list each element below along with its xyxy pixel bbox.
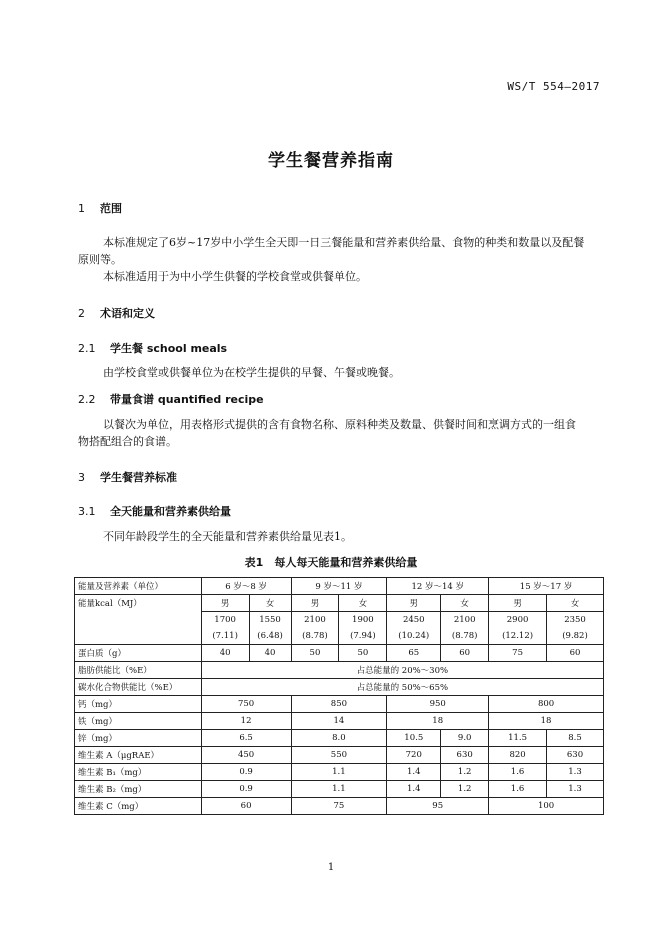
section-title: 范围: [100, 202, 122, 215]
table-row-iron: [75, 713, 604, 730]
page-number: 1: [327, 862, 335, 873]
section-title: 带量食谱 quantified recipe: [110, 393, 264, 406]
section-number: 2.2: [78, 393, 96, 406]
sex-cell: 女: [249, 595, 291, 612]
value-cell: 9.0: [441, 730, 489, 747]
paragraph: 本标准适用于为中小学生供餐的学校食堂或供餐单位。: [103, 270, 367, 283]
kcal-cell: 1700: [201, 612, 249, 629]
value-cell: 1.4: [387, 781, 441, 798]
mj-cell: (8.78): [291, 628, 339, 645]
sex-cell: 女: [547, 595, 604, 612]
kcal-cell: 2900: [489, 612, 547, 629]
table-row-vitamin-b2: [75, 781, 604, 798]
section-2-2-heading: [78, 391, 264, 407]
value-cell: 1.6: [489, 764, 547, 781]
table-row-zinc: [75, 730, 604, 747]
age-group-cell: 15 岁～17 岁: [489, 578, 604, 595]
value-cell: 820: [489, 747, 547, 764]
value-cell: 60: [547, 645, 604, 662]
mj-cell: (7.94): [339, 628, 387, 645]
table-row-calcium: [75, 696, 604, 713]
sex-cell: 女: [441, 595, 489, 612]
section-title: 全天能量和营养素供给量: [110, 505, 231, 518]
value-cell: 95: [387, 798, 489, 815]
paragraph: 以餐次为单位，用表格形式提供的含有食物名称、原料种类及数量、供餐时间和烹调方式的一组食: [103, 418, 576, 431]
section-number: 2: [78, 307, 85, 320]
value-cell: 1.1: [291, 764, 387, 781]
row-label: 碳水化合物供能比（%E）: [75, 679, 202, 696]
value-cell: 630: [441, 747, 489, 764]
value-cell: 950: [387, 696, 489, 713]
header-cell: 能量及营养素（单位）: [75, 578, 202, 595]
section-number: 1: [78, 202, 85, 215]
value-cell: 8.5: [547, 730, 604, 747]
value-cell: 1.4: [387, 764, 441, 781]
value-cell: 8.0: [291, 730, 387, 747]
row-label: 蛋白质（g）: [75, 645, 202, 662]
row-label: 维生素 B₂（mg）: [75, 781, 202, 798]
value-cell: 1.3: [547, 781, 604, 798]
value-cell: 10.5: [387, 730, 441, 747]
row-label: 维生素 B₁（mg）: [75, 764, 202, 781]
value-cell: 1.3: [547, 764, 604, 781]
value-cell: 1.2: [441, 764, 489, 781]
mj-cell: (6.48): [249, 628, 291, 645]
table-row-vitamin-c: [75, 798, 604, 815]
mj-cell: (8.78): [441, 628, 489, 645]
section-2-heading: [78, 305, 155, 321]
table-caption: 表1 每人每天能量和营养素供给量: [244, 556, 418, 569]
section-3-1-heading: [78, 503, 231, 519]
value-cell: 60: [441, 645, 489, 662]
paragraph: 由学校食堂或供餐单位为在校学生提供的早餐、午餐或晚餐。: [103, 366, 400, 379]
value-cell: 75: [489, 645, 547, 662]
value-cell: 0.9: [201, 781, 291, 798]
table-row-protein: [75, 645, 604, 662]
sex-cell: 男: [489, 595, 547, 612]
section-2-1-heading: [78, 340, 227, 356]
value-cell: 11.5: [489, 730, 547, 747]
row-label: 钙（mg）: [75, 696, 202, 713]
mj-cell: (12.12): [489, 628, 547, 645]
table-row-vitamin-a: [75, 747, 604, 764]
row-label: 维生素 C（mg）: [75, 798, 202, 815]
table-row-vitamin-b1: [75, 764, 604, 781]
paragraph: 本标准规定了6岁~17岁中小学生全天即一日三餐能量和营养素供给量、食物的种类和数量以及配餐: [103, 236, 585, 249]
sex-cell: 男: [291, 595, 339, 612]
value-cell: 0.9: [201, 764, 291, 781]
section-1-heading: [78, 200, 122, 216]
paragraph: 原则等。: [78, 253, 122, 266]
row-label: 锌（mg）: [75, 730, 202, 747]
section-number: 2.1: [78, 342, 96, 355]
value-cell: 占总能量的 50%～65%: [201, 679, 603, 696]
value-cell: 18: [387, 713, 489, 730]
value-cell: 占总能量的 20%～30%: [201, 662, 603, 679]
table-header-row: [75, 578, 604, 595]
value-cell: 550: [291, 747, 387, 764]
kcal-cell: 1550: [249, 612, 291, 629]
sex-cell: 男: [387, 595, 441, 612]
value-cell: 1.2: [441, 781, 489, 798]
value-cell: 450: [201, 747, 291, 764]
value-cell: 800: [489, 696, 604, 713]
value-cell: 65: [387, 645, 441, 662]
age-group-cell: 12 岁～14 岁: [387, 578, 489, 595]
age-group-cell: 6 岁～8 岁: [201, 578, 291, 595]
value-cell: 40: [201, 645, 249, 662]
value-cell: 12: [201, 713, 291, 730]
row-label: 维生素 A（μgRAE）: [75, 747, 202, 764]
nutrient-table: [74, 577, 604, 815]
kcal-cell: 2100: [441, 612, 489, 629]
value-cell: 720: [387, 747, 441, 764]
value-cell: 100: [489, 798, 604, 815]
value-cell: 6.5: [201, 730, 291, 747]
row-label: 脂肪供能比（%E）: [75, 662, 202, 679]
value-cell: 1.1: [291, 781, 387, 798]
value-cell: 60: [201, 798, 291, 815]
paragraph: 不同年龄段学生的全天能量和营养素供给量见表1。: [103, 530, 352, 543]
value-cell: 50: [291, 645, 339, 662]
mj-cell: (7.11): [201, 628, 249, 645]
row-label: 能量kcal（MJ）: [75, 595, 202, 645]
value-cell: 50: [339, 645, 387, 662]
sex-cell: 男: [201, 595, 249, 612]
value-cell: 14: [291, 713, 387, 730]
section-title: 学生餐 school meals: [110, 342, 228, 355]
mj-cell: (9.82): [547, 628, 604, 645]
value-cell: 630: [547, 747, 604, 764]
paragraph: 物搭配组合的食谱。: [78, 435, 177, 448]
kcal-cell: 1900: [339, 612, 387, 629]
document-title: 学生餐营养指南: [268, 151, 394, 171]
value-cell: 1.6: [489, 781, 547, 798]
kcal-cell: 2350: [547, 612, 604, 629]
value-cell: 850: [291, 696, 387, 713]
section-title: 学生餐营养标准: [100, 471, 177, 484]
sex-cell: 女: [339, 595, 387, 612]
value-cell: 75: [291, 798, 387, 815]
age-group-cell: 9 岁～11 岁: [291, 578, 387, 595]
section-number: 3.1: [78, 505, 96, 518]
table-row-sex: [75, 595, 604, 612]
value-cell: 750: [201, 696, 291, 713]
value-cell: 18: [489, 713, 604, 730]
kcal-cell: 2100: [291, 612, 339, 629]
value-cell: 40: [249, 645, 291, 662]
standard-code: WS/T 554—2017: [507, 80, 600, 93]
kcal-cell: 2450: [387, 612, 441, 629]
mj-cell: (10.24): [387, 628, 441, 645]
row-label: 铁（mg）: [75, 713, 202, 730]
section-title: 术语和定义: [100, 307, 155, 320]
section-3-heading: [78, 469, 177, 485]
table-row-carb: [75, 679, 604, 696]
table-row-fat: [75, 662, 604, 679]
section-number: 3: [78, 471, 85, 484]
